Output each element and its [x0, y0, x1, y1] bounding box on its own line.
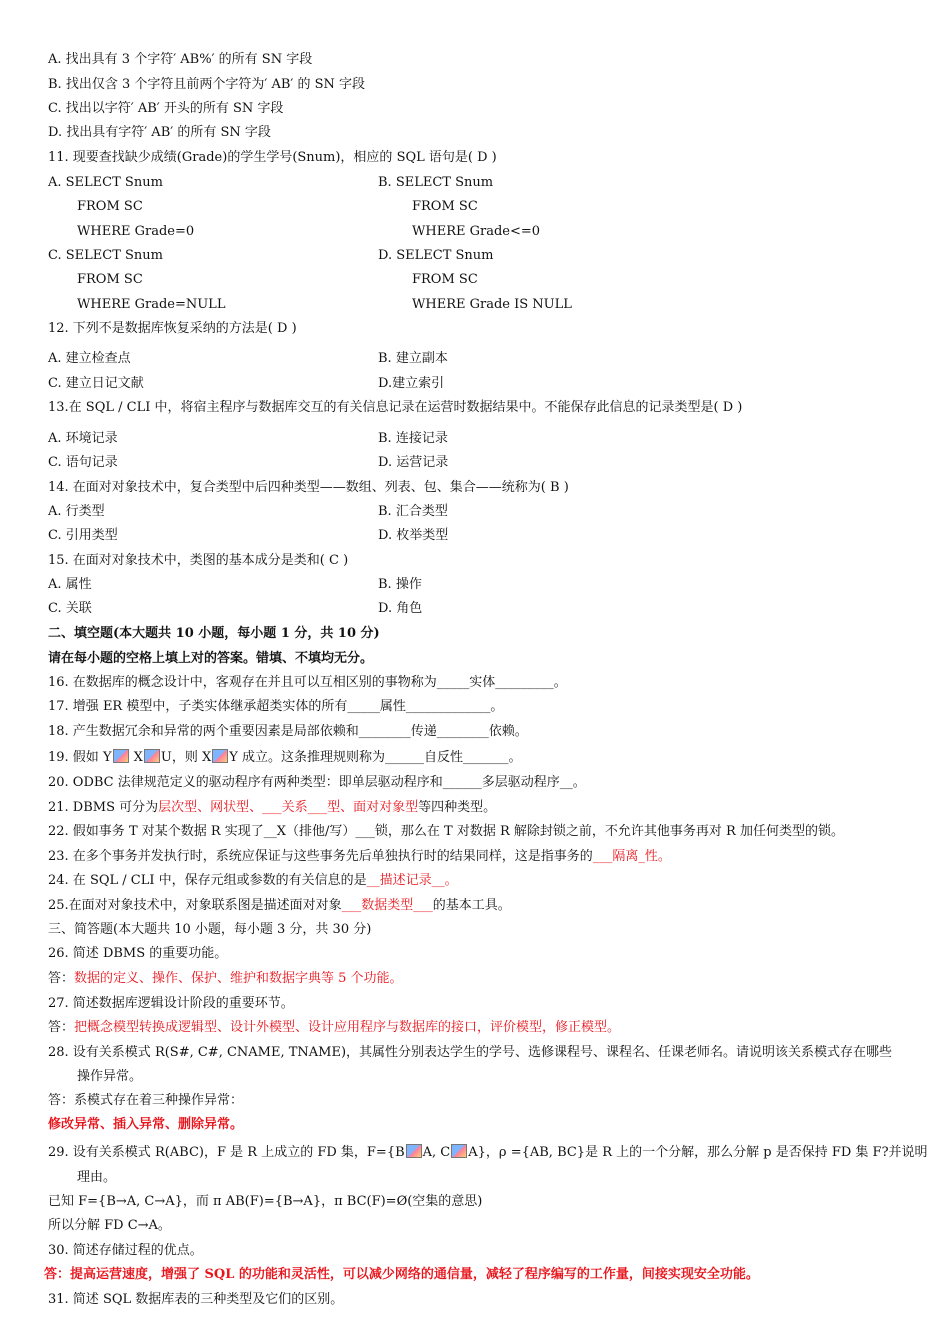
- question-16: 16. 在数据库的概念设计中，客观存在并且可以互相区别的事物称为_____实体_________。: [48, 675, 567, 690]
- q12-option-b: B. 建立副本: [378, 351, 448, 366]
- q14-option-b: B. 汇合类型: [378, 504, 448, 519]
- answer-26: [48, 971, 403, 987]
- answer-28: 答：系模式存在着三种操作异常：: [48, 1093, 244, 1108]
- q11-d-from: FROM SC: [412, 272, 478, 287]
- q25-suffix: 的基本工具。: [432, 898, 511, 913]
- q15-option-b: B. 操作: [378, 577, 422, 592]
- q21-suffix: 等四种类型。: [418, 800, 497, 815]
- question-23: [48, 849, 671, 865]
- broken-image-icon: [113, 749, 129, 763]
- q11-c-where: WHERE Grade=NULL: [77, 297, 226, 312]
- option-b-line: B. 找出仅含 3 个字符且前两个字符为′ AB′ 的 SN 字段: [48, 77, 366, 92]
- question-30: 30. 简述存储过程的优点。: [48, 1243, 203, 1258]
- q11-option-b: B. SELECT Snum: [378, 175, 494, 190]
- q25-prefix: 25.在面对对象技术中，对象联系图是描述面对对象: [48, 898, 342, 913]
- q29-part-1: 29. 设有关系模式 R(ABC)，F 是 R 上成立的 FD 集，F={B: [48, 1145, 405, 1160]
- q19-part-2: X: [129, 750, 143, 765]
- q11-b-where: WHERE Grade<=0: [412, 224, 541, 239]
- broken-image-icon: [144, 749, 160, 763]
- q13-option-d: D. 运营记录: [378, 455, 449, 470]
- answer-27: [48, 1020, 620, 1036]
- question-26: 26. 简述 DBMS 的重要功能。: [48, 946, 228, 961]
- question-18: 18. 产生数据冗余和异常的两个重要因素是局部依赖和________传递________依赖。: [48, 724, 528, 739]
- q24-prefix: 24. 在 SQL / CLI 中，保存元组或参数的有关信息的是: [48, 873, 367, 888]
- q11-b-from: FROM SC: [412, 199, 478, 214]
- answer-27-text: 把概念模型转换成逻辑型、设计外模型、设计应用程序与数据库的接口，评价模型，修正模型。: [74, 1020, 621, 1035]
- q11-a-from: FROM SC: [77, 199, 143, 214]
- answer-28-detail: 修改异常、插入异常、删除异常。: [48, 1117, 244, 1132]
- q14-option-d: D. 枚举类型: [378, 528, 449, 543]
- q15-option-c: C. 关联: [48, 601, 92, 616]
- question-28-cont: 操作异常。: [77, 1069, 143, 1084]
- q29-part-3: A}，ρ ={AB, BC}是 R 上的一个分解，那么分解 p 是否保持 FD 集 F?并说明: [468, 1145, 928, 1160]
- q13-option-a: A. 环境记录: [48, 431, 118, 446]
- question-29-cont: 理由。: [77, 1170, 117, 1185]
- question-19: [48, 749, 521, 766]
- q11-option-c: C. SELECT Snum: [48, 248, 163, 263]
- q13-option-b: B. 连接记录: [378, 431, 448, 446]
- broken-image-icon: [406, 1144, 422, 1158]
- question-25: [48, 898, 511, 914]
- question-14: 14. 在面对对象技术中，复合类型中后四种类型——数组、列表、包、集合——统称为( B ): [48, 480, 569, 495]
- q21-answer: 层次型、网状型、___关系___型、面对对象型: [158, 800, 419, 815]
- question-27: 27. 简述数据库逻辑设计阶段的重要环节。: [48, 996, 294, 1011]
- q23-prefix: 23. 在多个事务并发执行时，系统应保证与这些事务先后单独执行时的结果同样，这是指事务的: [48, 849, 593, 864]
- question-29: [48, 1144, 928, 1161]
- q24-answer: __描述记录__。: [366, 873, 458, 888]
- q11-d-where: WHERE Grade IS NULL: [412, 297, 572, 312]
- section-2-heading: 二、填空题(本大题共 10 小题，每小题 1 分，共 10 分): [48, 626, 380, 641]
- answer-29-line-2: 所以分解 FD C→A。: [48, 1218, 171, 1233]
- q29-part-2: A, C: [422, 1145, 451, 1160]
- question-13: 13.在 SQL / CLI 中，将宿主程序与数据库交互的有关信息记录在运营时数据结果中。不能保存此信息的记录类型是( D ): [48, 400, 743, 415]
- q11-option-a: A. SELECT Snum: [48, 175, 163, 190]
- answer-29-line-1: 已知 F={B→A, C→A}，而 π AB(F)={B→A}，π BC(F)=Ø(空集的意思): [48, 1194, 483, 1209]
- option-d-line: D. 找出具有字符′ AB′ 的所有 SN 字段: [48, 125, 271, 140]
- question-31: 31. 简述 SQL 数据库表的三种类型及它们的区别。: [48, 1292, 344, 1307]
- q12-option-c: C. 建立日记文献: [48, 376, 144, 391]
- q15-option-a: A. 属性: [48, 577, 92, 592]
- question-21: [48, 800, 496, 816]
- option-c-line: C. 找出以字符′ AB′ 开头的所有 SN 字段: [48, 101, 284, 116]
- question-22: 22. 假如事务 T 对某个数据 R 实现了__X（排他/写）___锁，那么在 T 对数据 R 解除封锁之前，不允许其他事务再对 R 加任何类型的锁。: [48, 824, 844, 839]
- question-12: 12. 下列不是数据库恢复采纳的方法是( D ): [48, 321, 297, 336]
- q19-part-3: U，则 X: [160, 750, 212, 765]
- q21-prefix: 21. DBMS 可分为: [48, 800, 159, 815]
- q14-option-a: A. 行类型: [48, 504, 105, 519]
- question-11: 11. 现要查找缺少成绩(Grade)的学生学号(Snum)，相应的 SQL 语句是( D ): [48, 150, 497, 165]
- answer-30: 答：提高运营速度，增强了 SQL 的功能和灵活性，可以减少网络的通信量，减轻了程序编写的工作量，间接实现安全功能。: [44, 1267, 759, 1282]
- q14-option-c: C. 引用类型: [48, 528, 118, 543]
- q23-answer: ___隔离_性。: [592, 849, 671, 864]
- q15-option-d: D. 角色: [378, 601, 423, 616]
- answer-label: 答：: [48, 971, 75, 986]
- question-24: [48, 873, 458, 889]
- q19-part-1: 19. 假如 Y: [48, 750, 112, 765]
- section-2-instructions: 请在每小题的空格上填上对的答案。错填、不填均无分。: [48, 651, 374, 666]
- broken-image-icon: [451, 1144, 467, 1158]
- answer-label: 答：: [48, 1020, 75, 1035]
- section-3-heading: 三、简答题(本大题共 10 小题，每小题 3 分，共 30 分): [48, 922, 372, 937]
- option-a-line: A. 找出具有 3 个字符′ AB%′ 的所有 SN 字段: [48, 52, 313, 67]
- q11-a-where: WHERE Grade=0: [77, 224, 195, 239]
- question-15: 15. 在面对对象技术中，类图的基本成分是类和( C ): [48, 553, 349, 568]
- question-17: 17. 增强 ER 模型中，子类实体继承超类实体的所有_____属性_____________。: [48, 699, 504, 714]
- q11-option-d: D. SELECT Snum: [378, 248, 494, 263]
- broken-image-icon: [212, 749, 228, 763]
- answer-26-text: 数据的定义、操作、保护、维护和数据字典等 5 个功能。: [74, 971, 403, 986]
- question-28: 28. 设有关系模式 R(S#, C#, CNAME, TNAME)，其属性分别表达学生的学号、选修课程号、课程名、任课老师名。请说明该关系模式存在哪些: [48, 1045, 893, 1060]
- q12-option-d: D.建立索引: [378, 376, 445, 391]
- q19-part-4: Y 成立。这条推理规则称为______自反性_______。: [229, 750, 522, 765]
- q12-option-a: A. 建立检查点: [48, 351, 131, 366]
- question-20: 20. ODBC 法律规范定义的驱动程序有两种类型：即单层驱动程序和______多层驱动程序__。: [48, 775, 586, 790]
- q11-c-from: FROM SC: [77, 272, 143, 287]
- q25-answer: ___数据类型___: [341, 898, 433, 913]
- q13-option-c: C. 语句记录: [48, 455, 118, 470]
